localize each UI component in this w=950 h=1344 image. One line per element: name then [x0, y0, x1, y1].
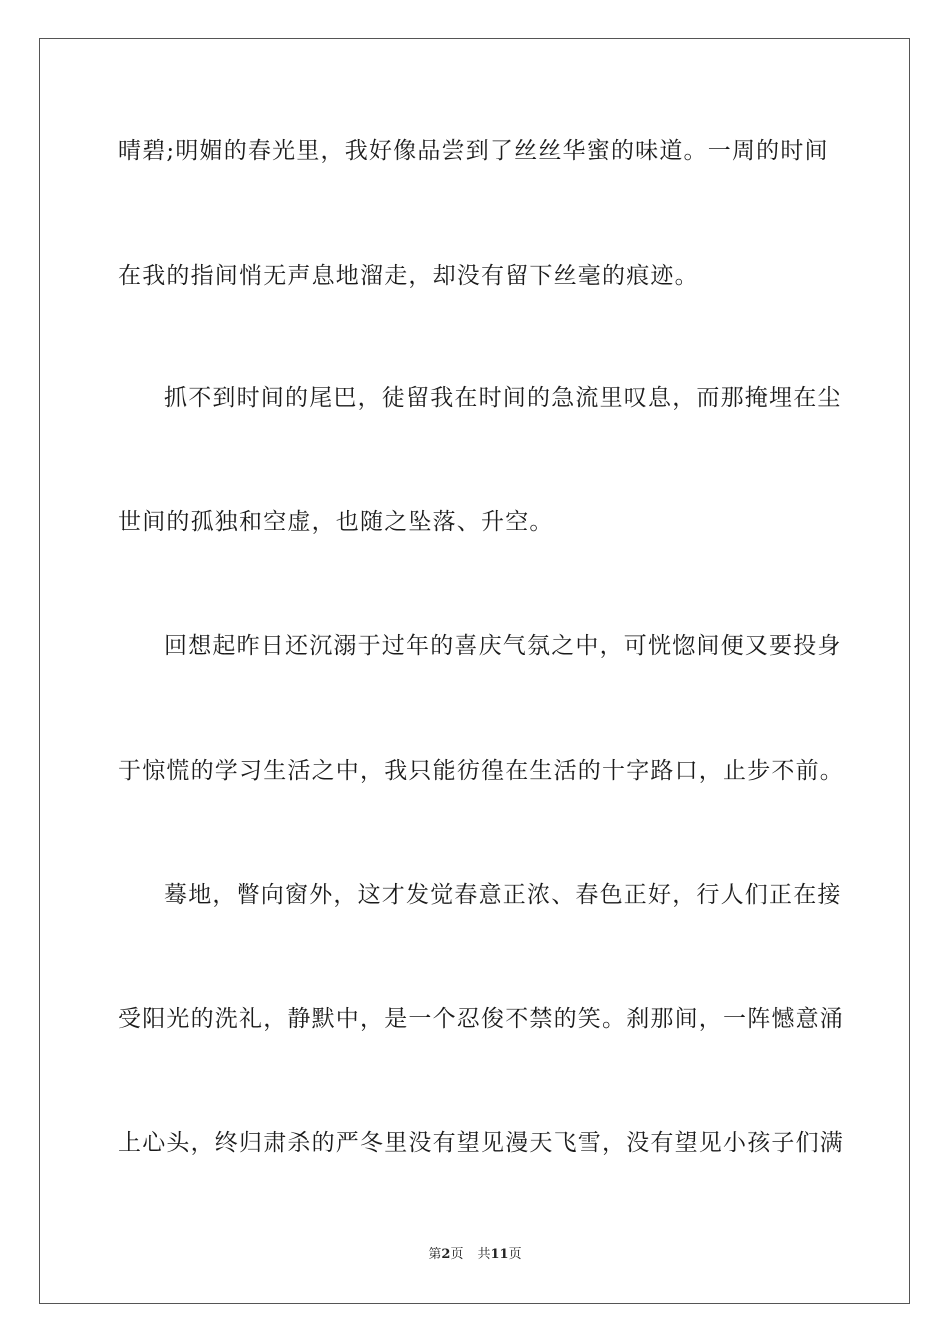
page-label-suffix: 页	[450, 1247, 464, 1262]
page-label-prefix: 第	[428, 1247, 442, 1262]
total-pages: 11	[490, 1247, 509, 1262]
page-border	[39, 38, 910, 1304]
body-text-line-5: 回想起昨日还沉溺于过年的喜庆气氛之中，可恍惚间便又要投身	[164, 633, 842, 659]
body-text-line-2: 在我的指间悄无声息地溜走，却没有留下丝毫的痕迹。	[118, 263, 699, 289]
page-footer	[0, 1246, 950, 1264]
body-text-line-8: 受阳光的洗礼，静默中，是一个忍俊不禁的笑。刹那间，一阵憾意涌	[118, 1006, 844, 1032]
total-label-suffix: 页	[508, 1247, 522, 1262]
body-text-line-7: 蓦地，瞥向窗外，这才发觉春意正浓、春色正好，行人们正在接	[164, 882, 842, 908]
body-text-line-9: 上心头，终归肃杀的严冬里没有望见漫天飞雪，没有望见小孩子们满	[118, 1130, 844, 1156]
total-label-prefix: 共	[477, 1247, 491, 1262]
body-text-line-3: 抓不到时间的尾巴，徒留我在时间的急流里叹息，而那掩埋在尘	[164, 385, 842, 411]
body-text-line-6: 于惊慌的学习生活之中，我只能彷徨在生活的十字路口，止步不前。	[118, 758, 844, 784]
page-number: 2	[441, 1247, 451, 1262]
body-text-line-4: 世间的孤独和空虚，也随之坠落、升空。	[118, 509, 554, 535]
body-text-line-1: 晴碧;明媚的春光里，我好像品尝到了丝丝华蜜的味道。一周的时间	[118, 138, 829, 164]
